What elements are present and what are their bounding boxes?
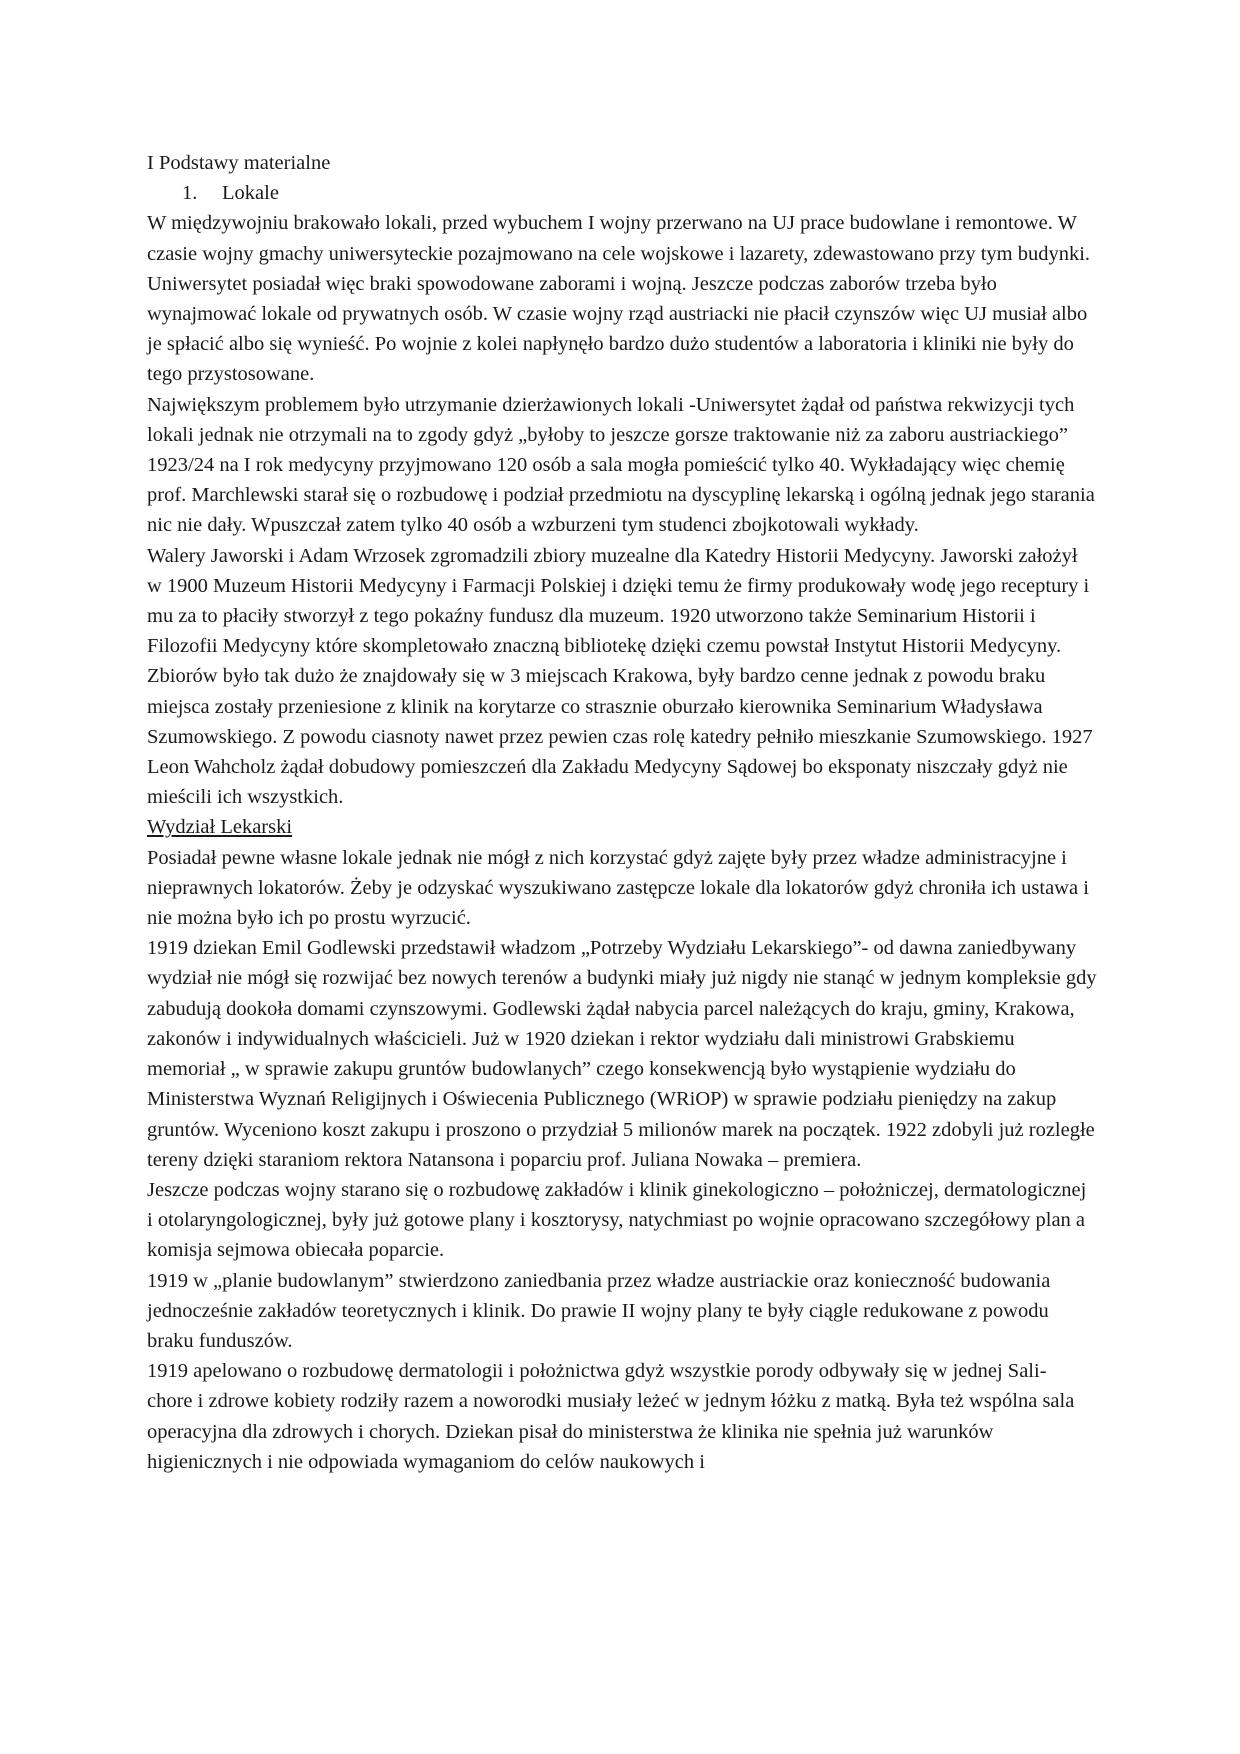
paragraph: 1919 apelowano o rozbudowę dermatologii i położnictwa gdyż wszystkie porody odbywały się w jednej Sali- chore i zdrowe kobiety rodziły razem a noworodki musiały leżeć w jednym łóżku z matką. Była też wspólna sala operacyjna dla zdrowych i chorych. Dziekan pisał do ministerstwa że klinika nie spełnia już warunków higienicznych i nie odpowiada wymaganiom do celów naukowych i [147, 1360, 1075, 1473]
document-body [147, 148, 1097, 1477]
paragraph: W międzywojniu brakowało lokali, przed wybuchem I wojny przerwano na UJ prace budowlane i remontowe. W czasie wojny gmachy uniwersyteckie pozajmowano na cele wojskowe i lazarety, zdewastowano przy tym budynki. Uniwersytet posiadał więc braki spowodowane zaborami i wojną. Jeszcze podczas zaborów trzeba było wynajmować lokale od prywatnych osób. W czasie wojny rząd austriacki nie płacił czynszów więc UJ musiał albo je spłacić albo się wynieść. Po wojnie z kolei napłynęło bardzo dużo studentów a laboratoria i kliniki nie były do tego przystosowane. [147, 212, 1091, 386]
paragraph: Jeszcze podczas wojny starano się o rozbudowę zakładów i klinik ginekologiczno – położniczej, dermatologicznej i otolaryngologicznej, były już gotowe plany i kosztorysy, natychmiast po wojnie opracowano szczegółowy plan a komisja sejmowa obiecała poparcie. [147, 1178, 1087, 1262]
paragraph: Walery Jaworski i Adam Wrzosek zgromadzili zbiory muzealne dla Katedry Historii Medycyny. Jaworski założył w 1900 Muzeum Historii Medycyny i Farmacji Polskiej i dzięki temu że firmy produkowały wodę jego receptury i mu za to płaciły stworzył z tego pokaźny fundusz dla muzeum. 1920 utworzono także Seminarium Historii i Filozofii Medycyny które skompletowało znaczną bibliotekę dzięki czemu powstał Instytut Historii Medycyny. Zbiorów było tak dużo że znajdowały się w 3 miejscach Krakowa, były bardzo cenne jednak z powodu braku miejsca zostały przeniesione z klinik na korytarze co strasznie oburzało kierownika Seminarium Władysława Szumowskiego. Z powodu ciasnoty nawet przez pewien czas rolę katedry pełniło mieszkanie Szumowskiego. 1927 Leon Wahcholz żądał dobudowy pomieszczeń dla Zakładu Medycyny Sądowej bo eksponaty niszczały gdyż nie mieścili ich wszystkich. [147, 544, 1093, 809]
paragraph: 1923/24 na I rok medycyny przyjmowano 120 osób a sala mogła pomieścić tylko 40. Wykładający więc chemię prof. Marchlewski starał się o rozbudowę i podział przedmiotu na dyscyplinę lekarską i ogólną jednak jego starania nic nie dały. Wpuszczał zatem tylko 40 osób a wzburzeni tym studenci zbojkotowali wykłady. [147, 454, 1095, 537]
paragraph: Posiadał pewne własne lokale jednak nie mógł z nich korzystać gdyż zajęte były przez władze administracyjne i nieprawnych lokatorów. Żeby je odzyskać wyszukiwano zastępcze lokale dla lokatorów gdyż chroniła ich ustawa i nie można było ich po prostu wyrzucić. [147, 846, 1089, 930]
subsection-number: 1. [182, 182, 198, 205]
subsection-heading [147, 178, 1097, 208]
paragraph: Największym problemem było utrzymanie dzierżawionych lokali -Uniwersytet żądał od państwa rekwizycji tych lokali jednak nie otrzymali na to zgody gdyż „byłoby to jeszcze gorsze traktowanie niż za zaboru austriackiego” [147, 393, 1075, 446]
section-title: Wydział Lekarski [147, 816, 293, 839]
paragraph: 1919 w „planie budowlanym” stwierdzono zaniedbania przez władze austriackie oraz konieczność budowania jednocześnie zakładów teoretycznych i klinik. Do prawie II wojny plany te były ciągle redukowane z powodu braku funduszów. [147, 1269, 1051, 1352]
paragraph: 1919 dziekan Emil Godlewski przedstawił władzom „Potrzeby Wydziału Lekarskiego”- od dawna zaniedbywany wydział nie mógł się rozwijać bez nowych terenów a budynki miały już nigdy nie stanąć w jednym kompleksie gdy zabudują dookoła domami czynszowymi. Godlewski żądał nabycia parcel należących do kraju, gminy, Krakowa, zakonów i indywidualnych właścicieli. Już w 1920 dziekan i rektor wydziału dali ministrowi Grabskiemu memoriał „ w sprawie zakupu gruntów budowlanych” czego konsekwencją było wystąpienie wydziału do Ministerstwa Wyznań Religijnych i Oświecenia Publicznego (WRiOP) w sprawie podziału pieniędzy na zakup gruntów. Wyceniono koszt zakupu i proszono o przydział 5 milionów marek na początek. 1922 zdobyli już rozległe tereny dzięki staraniom rektora Natansona i poparciu prof. Juliana Nowaka – premiera. [147, 937, 1097, 1171]
subsection-title: Lokale [222, 182, 279, 205]
chapter-heading: I Podstawy materialne [147, 152, 331, 174]
